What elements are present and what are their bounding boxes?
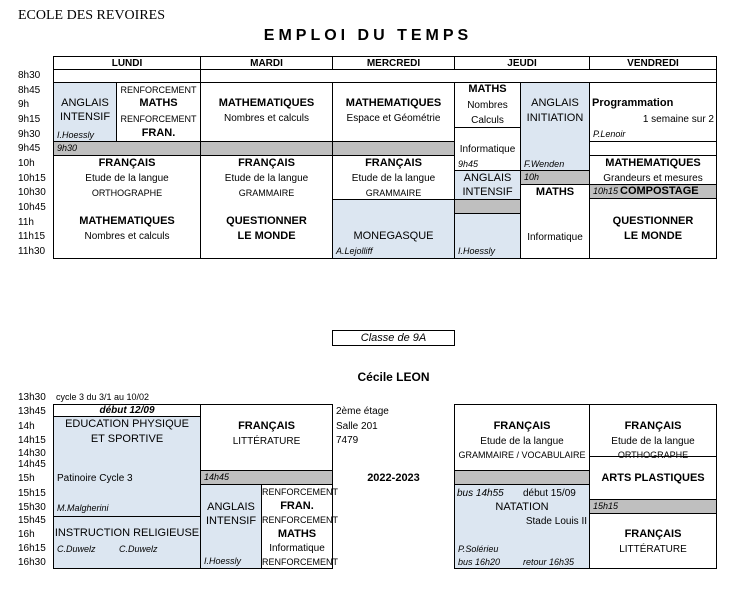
subject-label: MONEGASQUE (353, 230, 434, 242)
mercredi-monegasque-block (332, 199, 455, 259)
vendredi-francais-block (589, 404, 717, 460)
time-label: 9h30 (18, 129, 41, 140)
teacher-label: F.Wenden (524, 159, 565, 169)
subject-label: GRAMMAIRE / VOCABULAIRE (458, 450, 586, 460)
jeudi-recess (454, 199, 521, 214)
subject-label: FRANÇAIS (238, 157, 295, 169)
time-label: 15h45 (18, 515, 46, 526)
subject-label: Informatique (459, 144, 516, 155)
time-label: 16h30 (18, 557, 46, 568)
time-label: 14h15 (18, 435, 46, 446)
lundi-morning-block (53, 155, 201, 259)
lundi-instruction-block (53, 516, 201, 569)
day-header-lundi: LUNDI (53, 56, 201, 70)
time-note: 9h30 (57, 143, 78, 153)
subject-label: INITIATION (526, 112, 584, 124)
jeudi-maths-block (454, 82, 521, 171)
lundi-renforcement-block (116, 82, 201, 142)
subject-label: ANGLAIS (463, 172, 512, 184)
class-label-box (332, 330, 455, 346)
mercredi-recess (332, 141, 455, 156)
jeudi-anglais-initiation-block (520, 82, 590, 171)
time-label: 9h (18, 99, 30, 110)
subject-label: NATATION (495, 501, 549, 513)
subject-label: ANGLAIS (531, 97, 579, 109)
subject-label: RENFORCEMENT (262, 515, 338, 525)
jeudi-recess-afternoon (454, 470, 590, 485)
bus-note: bus 16h20 (458, 557, 501, 567)
subject-label: ANGLAIS (207, 501, 255, 513)
jeudi-anglais-continued (454, 213, 521, 259)
room-info: Salle 201 (336, 421, 378, 432)
time-note: 15h15 (593, 501, 619, 511)
subject-label: MATHEMATIQUES (79, 215, 175, 227)
time-note: 9h45 (458, 159, 479, 169)
time-label: 15h15 (18, 488, 46, 499)
subject-label: INSTRUCTION RELIGIEUSE (54, 527, 200, 539)
vendredi-maths-block (589, 155, 717, 185)
subject-label: INTENSIF (59, 111, 111, 123)
mardi-renforcement-block (261, 484, 338, 569)
time-label: 15h30 (18, 502, 46, 513)
subject-label: MATHEMATIQUES (345, 97, 442, 109)
time-label: 13h30 (18, 392, 46, 403)
subject-label: Etude de la langue (85, 173, 169, 184)
vendredi-francais-litterature-block (589, 513, 717, 569)
vendredi-questionner-block (589, 198, 717, 259)
subject-label: LITTÉRATURE (232, 436, 301, 447)
subject-label: Etude de la langue (224, 173, 309, 184)
subject-label: LE MONDE (237, 230, 296, 242)
phone-info: 7479 (336, 435, 359, 446)
teacher-name: Cécile LEON (357, 370, 430, 384)
subject-label: FRANÇAIS (624, 528, 682, 540)
subject-label: Calculs (471, 115, 504, 126)
vendredi-programmation-block (589, 82, 717, 142)
day-header-vendredi: VENDREDI (589, 56, 717, 70)
subject-label: QUESTIONNER (226, 215, 307, 227)
subject-label: FRANÇAIS (493, 420, 551, 432)
subject-label: 1 semaine sur 2 (642, 114, 714, 125)
time-label: 9h45 (18, 143, 41, 154)
mardi-anglais-block (200, 484, 262, 569)
teacher-label: A.Lejolliff (336, 246, 373, 256)
subject-label: EDUCATION PHYSIQUE (65, 418, 189, 430)
subject-label: FRANÇAIS (238, 420, 295, 432)
subject-label: ET SPORTIVE (90, 433, 164, 445)
subject-label: COMPOSTAGE (620, 185, 699, 197)
subject-label: INTENSIF (462, 186, 513, 198)
mardi-maths-block (200, 82, 333, 142)
page-title: EMPLOI DU TEMPS (263, 27, 473, 44)
jeudi-francais-block (454, 404, 590, 471)
subject-label: FRANÇAIS (98, 157, 156, 169)
teacher-label: I.Hoessly (204, 556, 242, 566)
subject-label: RENFORCEMENT (262, 487, 338, 497)
day-header-mercredi: MERCREDI (332, 56, 455, 70)
subject-label: Nombres et calculs (84, 231, 170, 242)
debut-note: début 15/09 (523, 488, 576, 499)
empty-slot (200, 69, 717, 83)
school-name: ECOLE DES REVOIRES (18, 8, 165, 23)
time-label: 15h (18, 473, 35, 484)
jeudi-natation-block (454, 484, 590, 569)
mercredi-francais-block (332, 155, 455, 200)
subject-label: MATHS (468, 83, 507, 95)
jeudi-anglais-block (454, 170, 521, 200)
time-label: 16h (18, 529, 35, 540)
time-label: 10h (18, 158, 35, 169)
school-year: 2022-2023 (367, 472, 420, 484)
subject-label: RENFORCEMENT (120, 114, 197, 124)
subject-label: MATHS (535, 186, 575, 198)
subject-label: GRAMMAIRE (238, 188, 295, 198)
mardi-recess (200, 141, 333, 156)
teacher-label: M.Malgherini (57, 503, 109, 513)
subject-label: Nombres (467, 100, 508, 111)
time-label: 8h45 (18, 85, 41, 96)
vendredi-empty (589, 141, 717, 156)
class-label: Classe de 9A (360, 332, 427, 344)
mardi-recess-afternoon (200, 470, 333, 485)
location-label: Stade Louis II (525, 516, 587, 527)
subject-label: Programmation (592, 97, 674, 109)
subject-label: Informatique (269, 543, 325, 554)
location-label: Patinoire Cycle 3 (57, 473, 133, 484)
vendredi-arts-block (589, 456, 717, 500)
time-label: 14h45 (18, 459, 46, 470)
subject-label: Etude de la langue (611, 436, 695, 447)
time-label: 13h45 (18, 406, 46, 417)
time-note: 10h (524, 172, 540, 182)
time-label: 8h30 (18, 70, 41, 81)
subject-label: LITTÉRATURE (619, 544, 687, 555)
subject-label: INTENSIF (205, 515, 257, 527)
lundi-anglais-block (53, 82, 117, 142)
subject-label: QUESTIONNER (612, 215, 694, 227)
time-label: 9h15 (18, 114, 41, 125)
teacher-label: P.Solérieu (458, 544, 499, 554)
time-label: 16h15 (18, 543, 46, 554)
subject-label: MATHEMATIQUES (218, 97, 315, 109)
lundi-recess (53, 141, 201, 156)
time-note: 14h45 (204, 472, 230, 482)
time-label: 11h30 (18, 246, 46, 257)
subject-label: LE MONDE (623, 230, 683, 242)
vendredi-recess-afternoon (589, 499, 717, 514)
cycle-note: cycle 3 du 3/1 au 10/02 (56, 392, 150, 402)
empty-slot (53, 69, 201, 83)
subject-label: Espace et Géométrie (346, 113, 441, 124)
teacher-label: C.Duwelz (57, 544, 96, 554)
bus-note: bus 14h55 (457, 488, 504, 499)
subject-label: MATHS (277, 528, 317, 540)
teacher-label: I.Hoessly (57, 130, 95, 140)
subject-label: ARTS PLASTIQUES (601, 472, 705, 484)
subject-label: FRAN. (141, 127, 176, 139)
jeudi-maths-info-block (520, 184, 590, 259)
divider (455, 127, 520, 128)
time-label: 10h45 (18, 202, 46, 213)
lundi-eps-block (53, 416, 201, 517)
subject-label: FRAN. (280, 500, 314, 512)
teacher-label: P.Lenoir (593, 129, 626, 139)
subject-label: RENFORCEMENT (262, 557, 338, 567)
subject-label: MATHEMATIQUES (605, 157, 701, 169)
mardi-francais-block (200, 404, 333, 471)
subject-label: Etude de la langue (351, 173, 436, 184)
time-note: 10h15 (593, 186, 619, 196)
bus-note: retour 16h35 (523, 557, 575, 567)
teacher-label: C.Duwelz (119, 544, 158, 554)
jeudi-recess-2 (520, 170, 590, 185)
time-label: 14h (18, 421, 35, 432)
subject-label: RENFORCEMENT (120, 85, 197, 95)
subject-label: MATHS (139, 97, 178, 109)
mardi-morning-block (200, 155, 333, 259)
subject-label: Grandeurs et mesures (603, 173, 703, 184)
subject-label: GRAMMAIRE (365, 188, 422, 198)
subject-label: ANGLAIS (61, 97, 109, 109)
floor-info: 2ème étage (336, 406, 389, 417)
subject-label: ORTHOGRAPHE (617, 450, 689, 460)
time-label: 10h30 (18, 187, 46, 198)
mercredi-maths-block (332, 82, 455, 142)
day-header-mardi: MARDI (200, 56, 333, 70)
subject-label: Etude de la langue (480, 436, 564, 447)
subject-label: ORTHOGRAPHE (91, 188, 163, 198)
day-header-jeudi: JEUDI (454, 56, 590, 70)
subject-label: Informatique (527, 232, 583, 243)
subject-label: Nombres et calculs (223, 113, 310, 124)
time-label: 11h15 (18, 231, 46, 242)
time-label: 11h (18, 217, 34, 228)
vendredi-compostage-block (589, 184, 717, 199)
subject-label: FRANÇAIS (624, 420, 682, 432)
time-label: 10h15 (18, 173, 46, 184)
teacher-label: I.Hoessly (458, 246, 496, 256)
debut-note: début 12/09 (99, 405, 155, 416)
subject-label: FRANÇAIS (365, 157, 422, 169)
time-label: 14h30 (18, 448, 46, 459)
